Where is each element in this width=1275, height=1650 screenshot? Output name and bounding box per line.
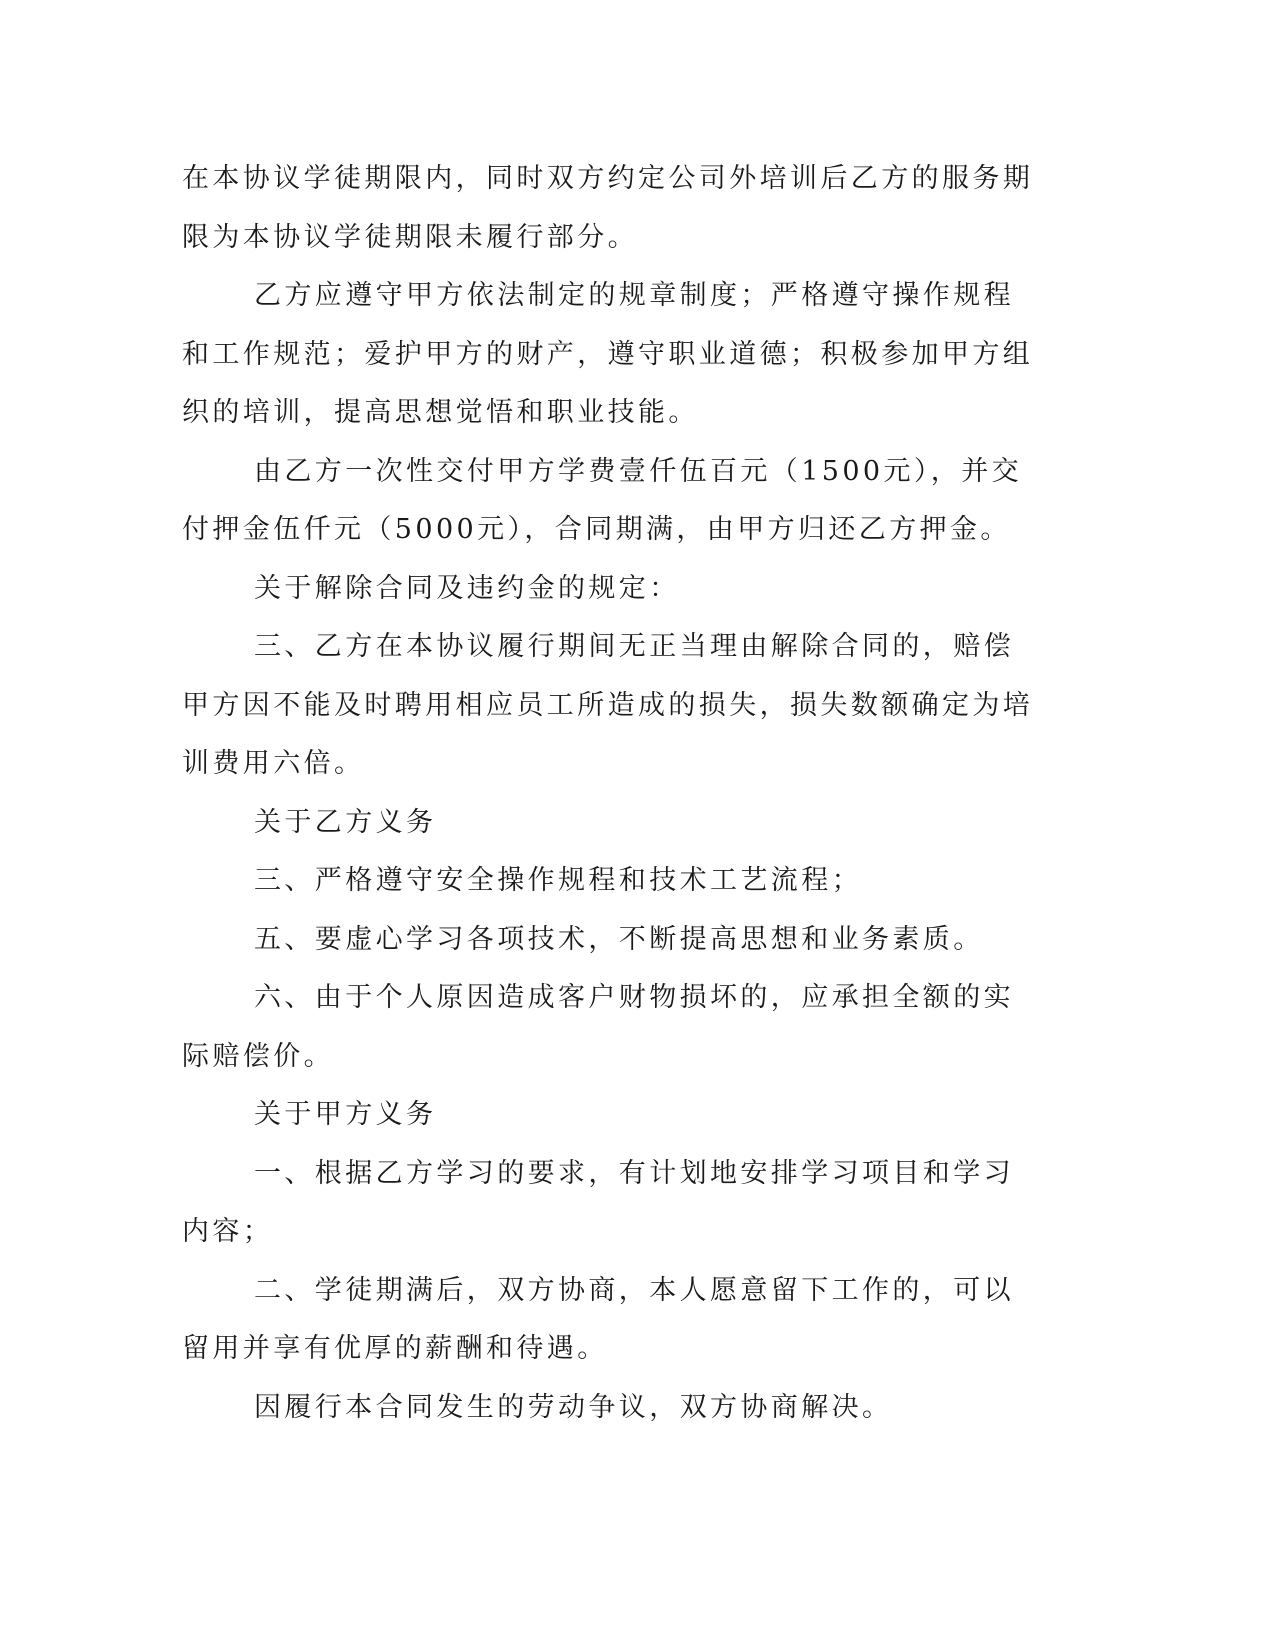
list-item-party-b-duty-6: 六、由于个人原因造成客户财物损坏的，应承担全额的实际赔偿价。 [182,982,1014,1072]
paragraph-party-b-rules: 乙方应遵守甲方依法制定的规章制度；严格遵守操作规程和工作规范；爱护甲方的财产，遵守职业道德；积极参加甲方组织的培训，提高思想觉悟和职业技能。 [182,280,1034,428]
list-item-party-b-duty-3: 三、严格遵守安全操作规程和技术工艺流程； [254,865,862,896]
paragraph-tuition-deposit: 由乙方一次性交付甲方学费壹仟伍百元（1500元），并交付押金伍仟元（5000元），合同期满，由甲方归还乙方押金。 [182,455,1023,545]
list-item-party-b-duty-5: 五、要虚心学习各项技术，不断提高思想和业务素质。 [254,923,984,955]
document-body [182,150,1042,1437]
section-heading-party-a-duties: 关于甲方义务 [254,1099,437,1130]
section-heading-termination: 关于解除合同及违约金的规定： [254,572,680,604]
paragraph-apprentice-period: 在本协议学徒期限内，同时双方约定公司外培训后乙方的服务期限为本协议学徒期限未履行部分。 [182,163,1034,253]
list-item-party-a-duty-2: 二、学徒期满后，双方协商，本人愿意留下工作的，可以留用并享有优厚的薪酬和待遇。 [182,1274,1014,1364]
list-item-party-a-duty-1: 一、根据乙方学习的要求，有计划地安排学习项目和学习内容； [182,1157,1014,1247]
paragraph-termination-clause: 三、乙方在本协议履行期间无正当理由解除合同的，赔偿甲方因不能及时聘用相应员工所造成的损失，损失数额确定为培训费用六倍。 [182,631,1034,779]
paragraph-dispute-resolution: 因履行本合同发生的劳动争议，双方协商解决。 [254,1391,893,1423]
section-heading-party-b-duties: 关于乙方义务 [254,806,437,838]
